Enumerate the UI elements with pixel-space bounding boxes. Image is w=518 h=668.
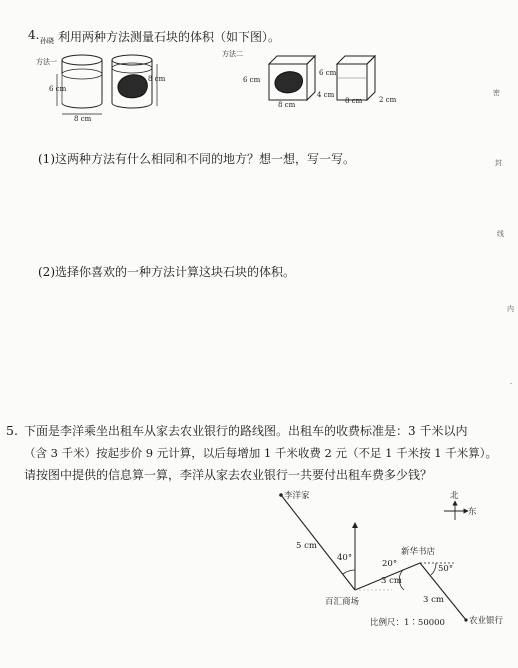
map-label-seg-bank: 3 cm [423,595,444,605]
map-label-bookstore: 新华书店 [401,547,436,557]
q5-line2: （含 3 千米）按起步价 9 元计算，以后每增加 1 千米收费 2 元（不足 1 千米按 1 千米算）。 [24,446,498,460]
dim-label: 8 cm [345,97,363,105]
dim-label: 2 cm [379,96,397,104]
route-segment [281,495,355,590]
dim-label: 8 cm [74,115,92,123]
q4-sub1: (1)这两种方法有什么相同和不同的地方？想一想，写一写。 [38,152,356,166]
map-label-home: 李洋家 [284,491,310,501]
dim-label: 8 cm [148,75,166,83]
dim-label: 8 cm [278,101,296,109]
map-label-bank: 农业银行 [469,616,504,626]
dim-label: 6 cm [243,76,261,84]
bank-point [464,618,467,621]
margin-mark: 内 [507,305,514,313]
q4-sub2: (2)选择你喜欢的一种方法计算这块石块的体积。 [38,265,295,279]
map-label-angle-20: 20° [382,559,398,569]
map-label-angle-40: 40° [337,553,353,563]
q4-name-label: 孙晓 [40,37,54,45]
margin-mark: 封 [495,159,502,167]
compass-north-label: 北 [450,491,459,501]
margin-mark: 密 [493,89,500,97]
q4-title: 利用两种方法测量石块的体积（如下图）。 [58,30,281,44]
method1-label: 方法一 [36,58,57,66]
map-label-seg-home: 5 cm [296,541,317,551]
map-label-seg-mid: 3 cm [381,576,402,586]
map-label-angle-50: 50° [438,564,454,574]
margin-mark: 线 [497,230,504,238]
method2-label: 方法二 [222,50,243,58]
margin-mark: . [510,378,513,386]
dim-label: 6 cm [49,85,67,93]
compass-east-label: 东 [468,507,477,517]
q5-line3: 请按图中提供的信息算一算，李洋从家去农业银行一共要付出租车费多少钱？ [24,468,433,482]
map-label-square: 百汇商场 [325,597,360,607]
map-scale: 比例尺：1∶50000 [370,618,445,628]
q5-number: 5. [6,423,18,438]
dim-label: 6 cm [319,69,337,77]
q4-number: 4. [28,28,40,42]
dim-label: 4 cm [317,91,335,99]
q5-line1: 下面是李洋乘坐出租车从家去农业银行的路线图。出租车的收费标准是：3 千米以内 [24,424,468,438]
